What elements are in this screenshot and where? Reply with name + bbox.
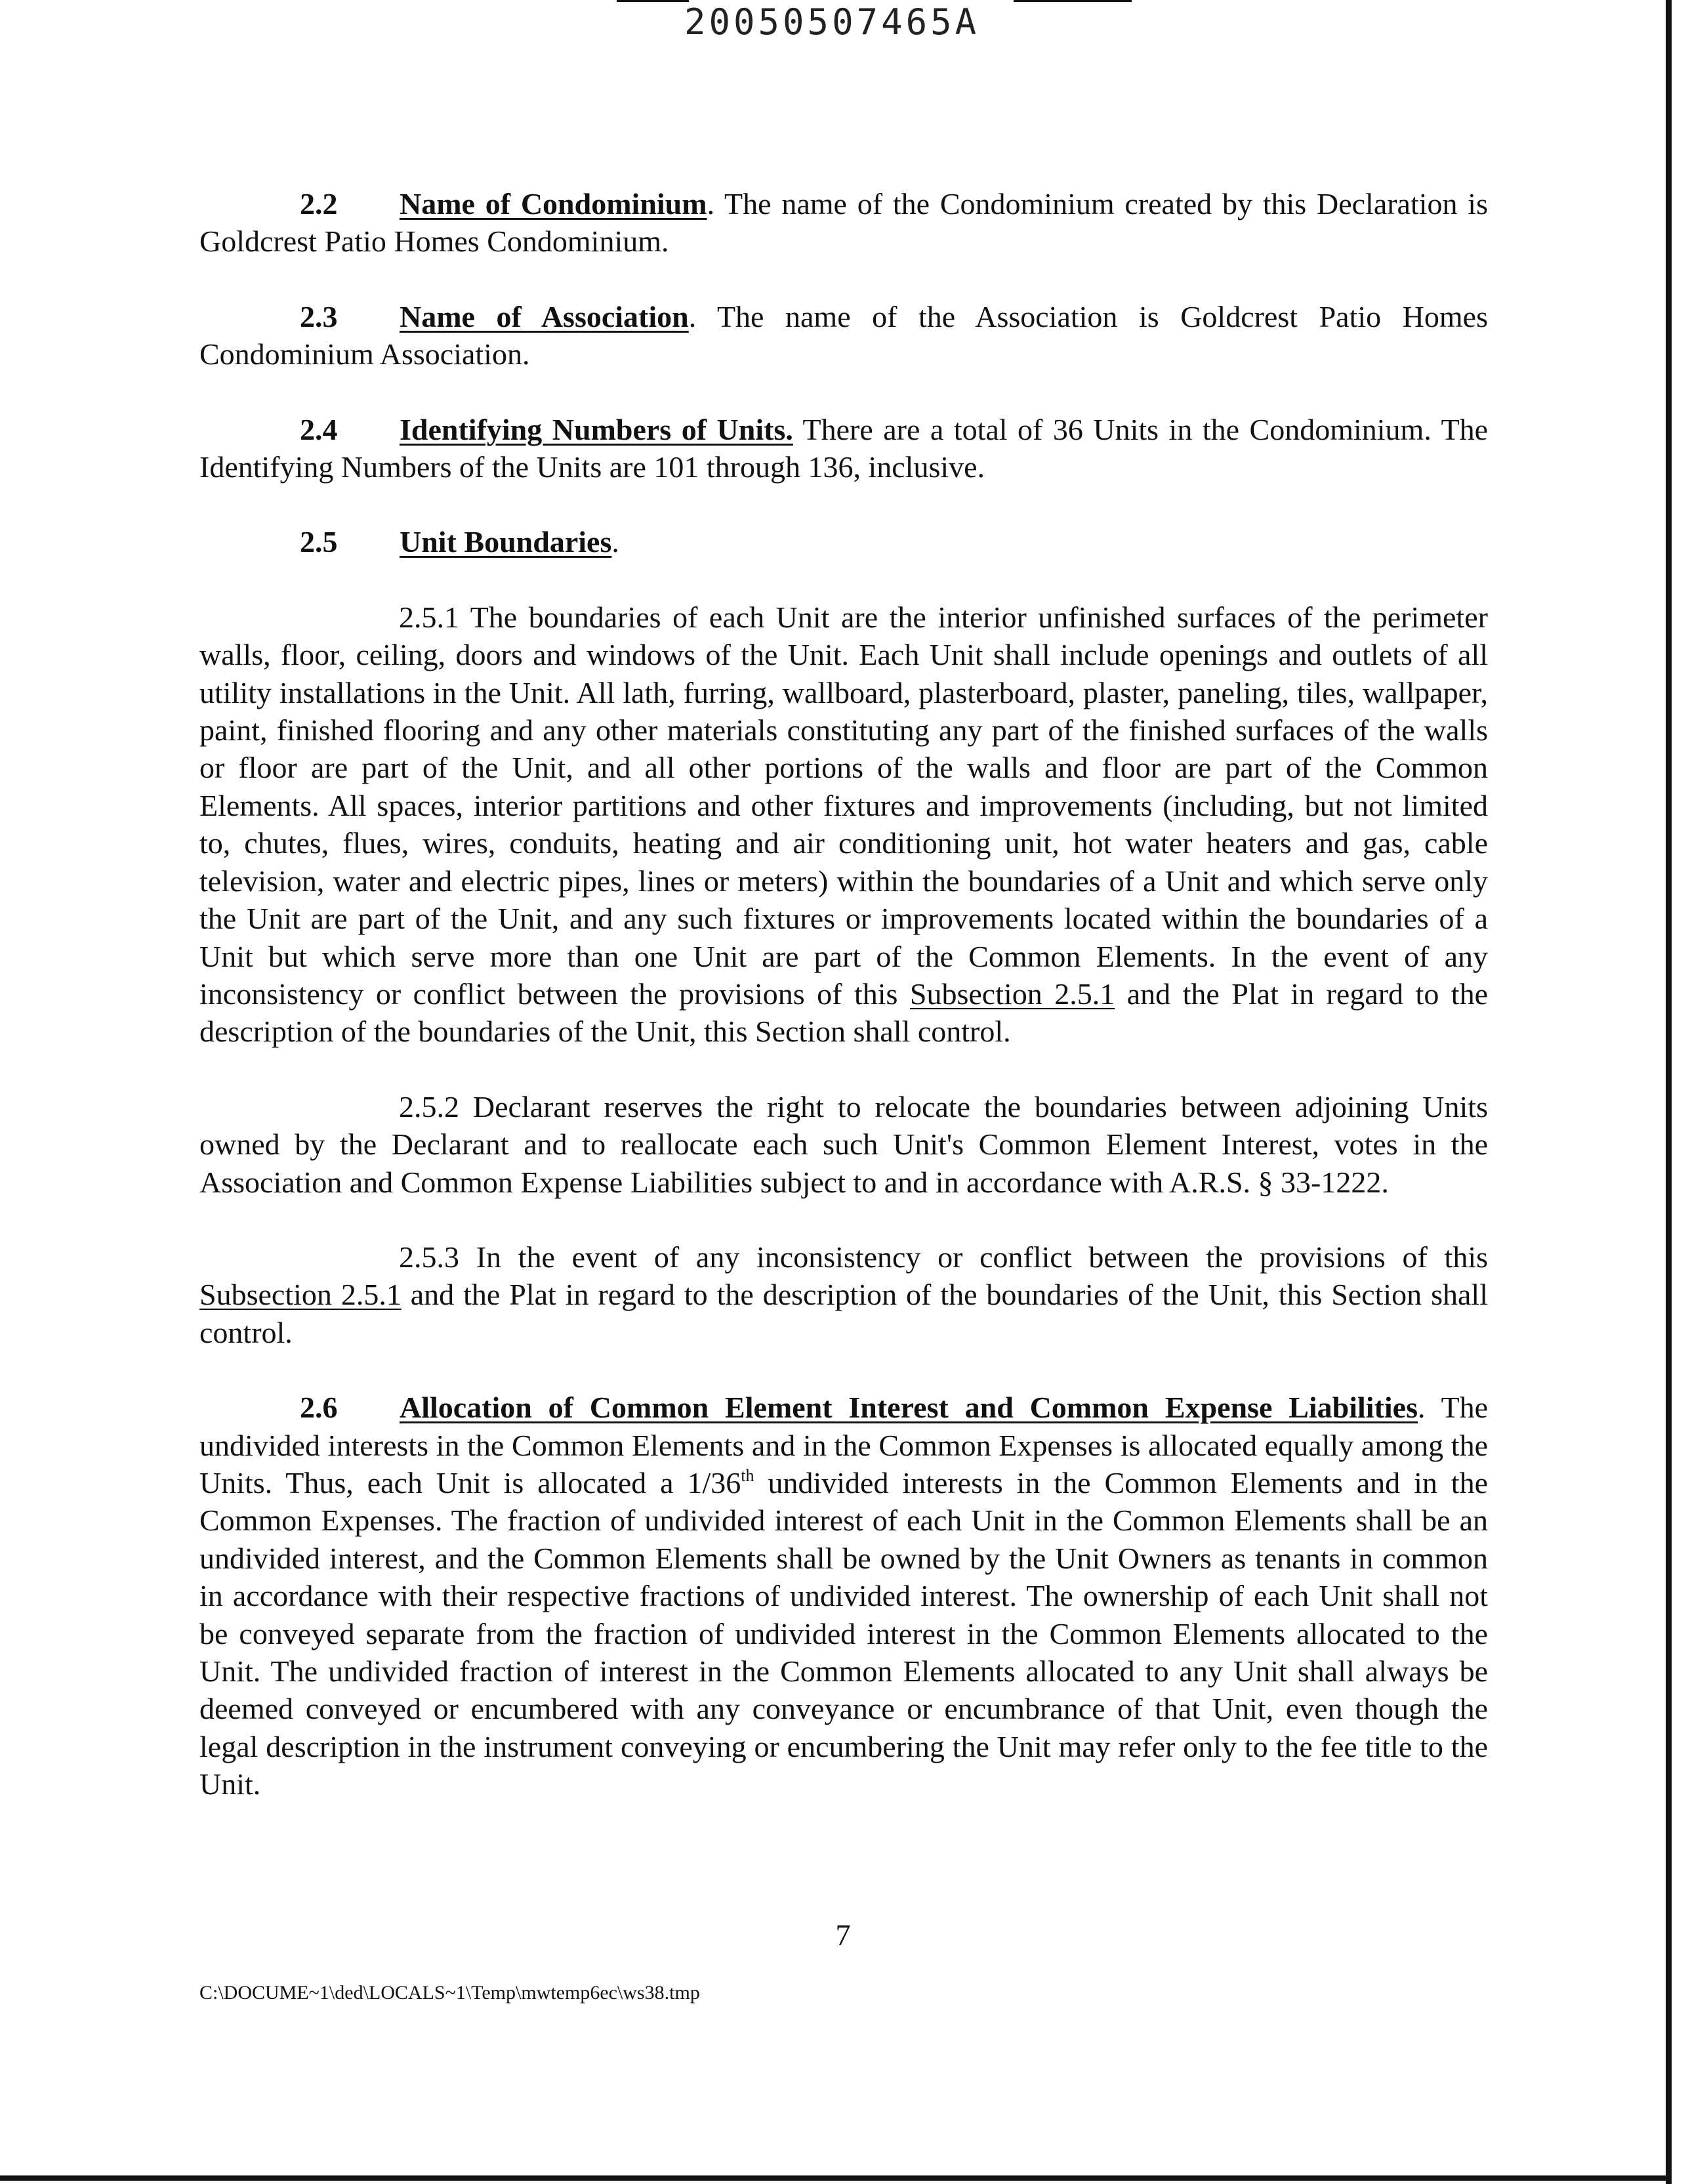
section-2-6 <box>199 1389 1488 1803</box>
heading-punctuation: . <box>688 299 697 333</box>
section-number: 2.4 <box>300 412 338 446</box>
section-number: 2.6 <box>300 1391 338 1425</box>
section-heading: Name of Association <box>400 299 689 333</box>
section-text: There are a total of 36 Units in the Condominium. The Identifying Numbers of the Units are 101 through 136, inclusive. <box>199 412 1489 484</box>
subsection-text: 2.5.2 Declarant reserves the right to relocate the boundaries between adjoining Units owned by the Declarant and to reallocate each such Unit's Common Element Interest, votes in the Association and Common Expense Liabilities subject to and in accordance with A.R.S. § 33-1222. <box>199 1089 1488 1199</box>
section-text: The undivided interests in the Common Elements and in the Common Expenses is allocated equally among the Units. Thus, each Unit is allocated a 1/36 <box>199 1391 1489 1500</box>
section-2-2 <box>199 185 1488 261</box>
heading-punctuation: . <box>707 187 715 220</box>
section-heading: Identifying Numbers of Units. <box>400 412 793 446</box>
bottom-border <box>0 2175 1672 2181</box>
subsection-reference: Subsection 2.5.1 <box>199 1278 402 1312</box>
section-2-5 <box>199 523 1488 560</box>
subsection-2-5-3 <box>199 1238 1488 1351</box>
subsection-text: 2.5.1 The boundaries of each Unit are the interior unfinished surfaces of the perimeter walls, floor, ceiling, doors and windows of the Unit. Each Unit shall include openings and outlets of all utility installations in the Unit. All lath, furring, wallboard, plasterboard, plaster, paneling, tiles, wallpaper, paint, finished flooring and any other materials constituting any part of the finished surfaces of the walls or floor are part of the Unit, and all other portions of the walls and floor are part of the Common Elements. All spaces, interior partitions and other fixtures and improvements (including, but not limited to, chutes, flues, wires, conduits, heating and air conditioning unit, hot water heaters and gas, cable television, water and electric pipes, lines or meters) within the boundaries of a Unit and which serve only the Unit are part of the Unit, and any such fixtures or improvements located within the boundaries of a Unit but which serve more than one Unit are part of the Common Elements. In the event of any inconsistency or conflict between the provisions of this <box>199 600 1488 1011</box>
section-heading: Name of Condominium <box>400 187 707 220</box>
top-rule-left <box>617 0 689 2</box>
section-2-3 <box>199 298 1488 373</box>
section-number: 2.2 <box>300 187 338 220</box>
ordinal-superscript: th <box>741 1465 754 1485</box>
subsection-reference: Subsection 2.5.1 <box>909 976 1115 1011</box>
subsection-text-continued: and the Plat in regard to the description of the boundaries of the Unit, this Section shall control. <box>199 976 1488 1049</box>
subsection-2-5-1 <box>199 598 1488 1051</box>
section-2-4 <box>199 411 1488 486</box>
top-rule-right <box>1014 0 1132 2</box>
heading-punctuation: . <box>611 525 619 559</box>
section-number: 2.5 <box>300 525 338 559</box>
document-body <box>199 185 1488 1803</box>
right-border <box>1666 0 1672 2184</box>
subsection-text-continued: and the Plat in regard to the description of the boundaries of the Unit, this Section shall control. <box>199 1278 1488 1349</box>
section-number: 2.3 <box>300 299 338 333</box>
page-number: 7 <box>835 1918 851 1952</box>
heading-punctuation: . <box>1418 1391 1426 1425</box>
document-number: 20050507465A <box>684 1 980 43</box>
section-text-continued: undivided interests in the Common Elements and in the Common Expenses. The fraction of undivided interest of each Unit in the Common Elements shall be an undivided interest, and the Common Elements shall be owned by the Unit Owners as tenants in common in accordance with their respective fractions of undivided interest. The ownership of each Unit shall not be conveyed separate from the fraction of undivided interest in the Common Elements allocated to the Unit. The undivided fraction of interest in the Common Elements allocated to any Unit shall always be deemed conveyed or encumbered with any conveyance or encumbrance of that Unit, even though the legal description in the instrument conveying or encumbering the Unit may refer only to the fee title to the Unit. <box>199 1465 1489 1801</box>
section-heading: Allocation of Common Element Interest and Common Expense Liabilities <box>400 1391 1418 1425</box>
subsection-2-5-2 <box>199 1088 1488 1201</box>
subsection-text: 2.5.3 In the event of any inconsistency or conflict between the provisions of this <box>399 1240 1488 1274</box>
section-text: The name of the Condominium created by this Declaration is Goldcrest Patio Homes Condominium. <box>199 187 1488 259</box>
section-heading: Unit Boundaries <box>400 525 612 559</box>
footer-file-path: C:\DOCUME~1\ded\LOCALS~1\Temp\mwtemp6ec\ws38.tmp <box>199 1982 700 2004</box>
section-text: The name of the Association is Goldcrest Patio Homes Condominium Association. <box>199 299 1488 371</box>
